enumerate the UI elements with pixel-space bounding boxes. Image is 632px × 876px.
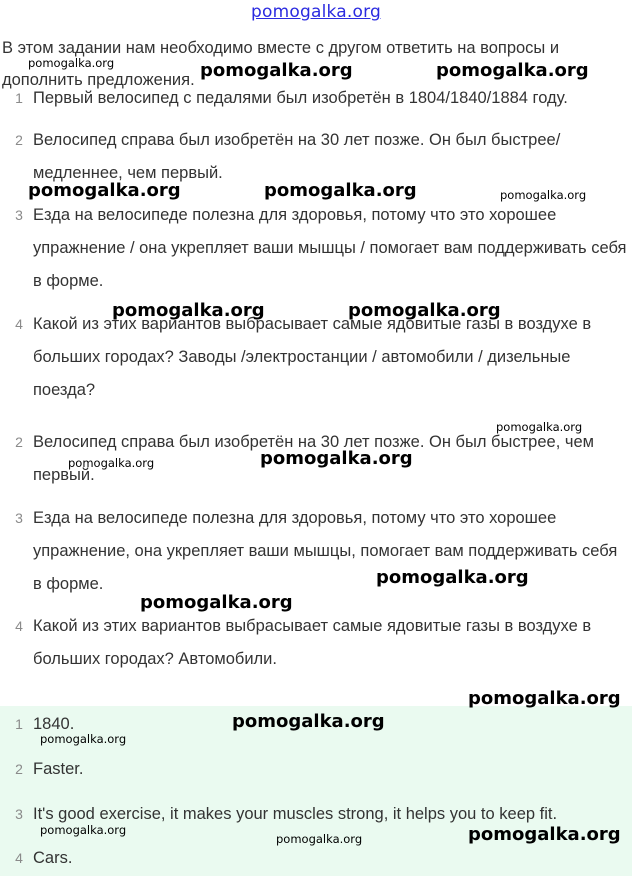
item-text: Первый велосипед с педалями был изобретён в 1804/1840/1884 году. [33, 89, 568, 107]
watermark: pomogalka.org [140, 592, 293, 613]
watermark: pomogalka.org [232, 711, 385, 732]
item-number: 2 [15, 132, 23, 148]
watermark: pomogalka.org [468, 824, 621, 845]
watermark: pomogalka.org [500, 188, 587, 202]
watermark: pomogalka.org [28, 180, 181, 201]
item-number: 1 [15, 90, 23, 106]
watermark: pomogalka.org [348, 300, 501, 321]
item-text: Езда на велосипеде полезна для здоровья, потому что это хорошее упражнение / она укрепляет ваши мышцы / помогает вам поддерживать себя в форме. [33, 206, 627, 290]
item-number: 4 [15, 316, 23, 332]
watermark: pomogalka.org [468, 688, 621, 709]
item-text: It's good exercise, it makes your muscles strong, it helps you to keep fit. [33, 805, 558, 823]
watermark: pomogalka.org [112, 300, 265, 321]
item-number: 2 [15, 434, 23, 450]
watermark: pomogalka.org [68, 456, 155, 470]
item-number: 4 [15, 618, 23, 634]
item-number: 3 [15, 510, 23, 526]
item-number: 3 [15, 806, 23, 822]
watermark: pomogalka.org [260, 448, 413, 469]
item-text: Велосипед справа был изобретён на 30 лет позже. Он был быстрее/ медленнее, чем первый. [33, 131, 561, 182]
item-text: Какой из этих вариантов выбрасывает самые ядовитые газы в воздухе в больших городах? Заводы /электростанции / автомобили / дизельные поезда? [33, 315, 592, 399]
item-text: 1840. [33, 715, 75, 733]
top-watermark-link[interactable]: pomogalka.org [251, 2, 381, 22]
watermark: pomogalka.org [28, 56, 115, 70]
watermark: pomogalka.org [200, 60, 353, 81]
item-text: Faster. [33, 760, 84, 778]
task-intro: В этом задании нам необходимо вместе с другом ответить на вопросы и дополнить предложения. [2, 39, 560, 89]
watermark: pomogalka.org [436, 60, 589, 81]
item-number: 1 [15, 716, 23, 732]
item-number: 3 [15, 207, 23, 223]
item-text: Какой из этих вариантов выбрасывает самые ядовитые газы в воздухе в больших городах? Автомобили. [33, 617, 592, 668]
watermark: pomogalka.org [496, 420, 583, 434]
item-number: 4 [15, 850, 23, 866]
watermark: pomogalka.org [40, 823, 127, 837]
watermark: pomogalka.org [264, 180, 417, 201]
item-text: Велосипед справа был изобретён на 30 лет позже. Он был быстрее, чем первый. [33, 433, 594, 484]
watermark: pomogalka.org [276, 832, 363, 846]
item-number: 2 [15, 761, 23, 777]
item-text: Cars. [33, 849, 73, 867]
watermark: pomogalka.org [40, 732, 127, 746]
item-text: Езда на велосипеде полезна для здоровья, потому что это хорошее упражнение, она укрепляет ваши мышцы, помогает вам поддерживать себя в форме. [33, 509, 618, 593]
watermark: pomogalka.org [376, 567, 529, 588]
